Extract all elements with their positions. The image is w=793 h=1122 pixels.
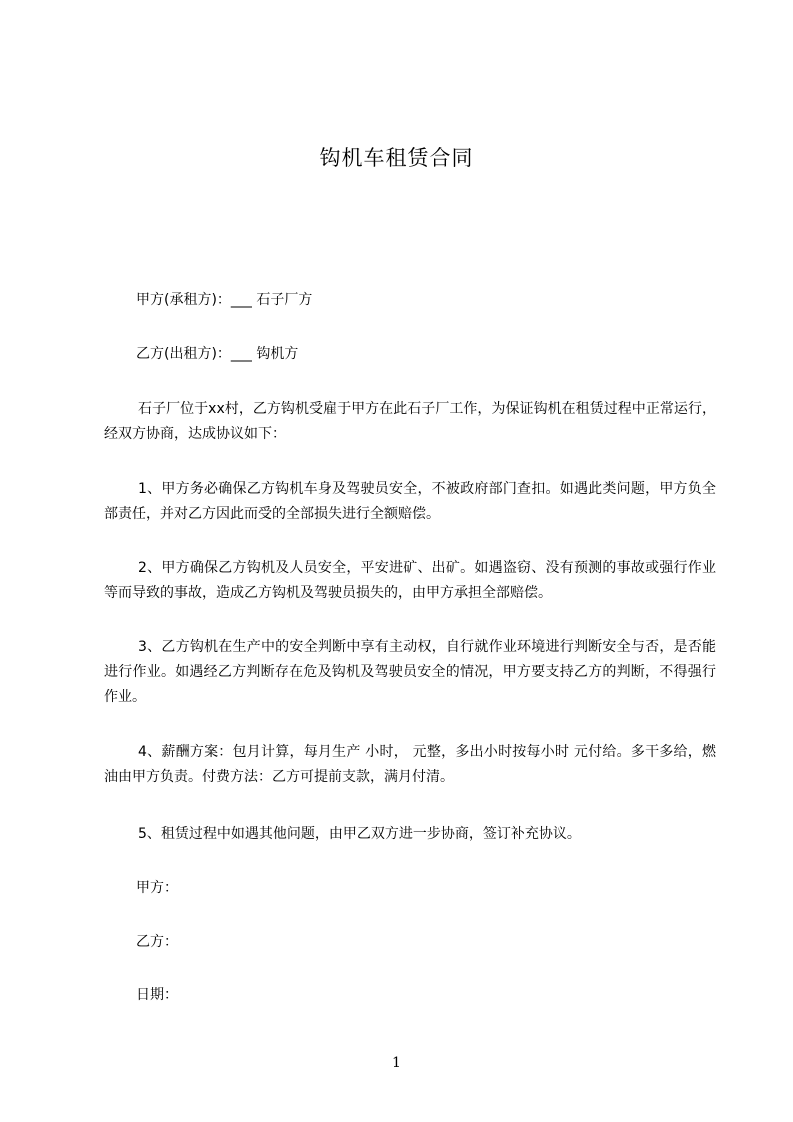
clause-3: 3、乙方钩机在生产中的安全判断中享有主动权，自行就作业环境进行判断安全与否，是否能进行作业。如遇经乙方判断存在危及钩机及驾驶员安全的情况，甲方要支持乙方的判断，不得强行作业。 [104, 639, 716, 705]
party-a-line: 甲方(承租方)：___ 石子厂方 [136, 292, 313, 308]
clause-5: 5、租赁过程中如遇其他问题，由甲乙双方进一步协商，签订补充协议。 [138, 826, 581, 842]
signature-date: 日期： [136, 987, 178, 1003]
signature-party-b: 乙方： [136, 934, 178, 950]
clause-4: 4、薪酬方案：包月计算，每月生产 小时， 元整，多出小时按每小时 元付给。多干多给，燃油由甲方负责。付费方法：乙方可提前支款，满月付清。 [104, 744, 716, 785]
document-title: 钩机车租赁合同 [319, 146, 474, 170]
party-b-line: 乙方(出租方)：___ 钩机方 [136, 346, 299, 362]
clause-2: 2、甲方确保乙方钩机及人员安全，平安进矿、出矿。如遇盗窃、没有预测的事故或强行作业等而导致的事故，造成乙方钩机及驾驶员损失的，由甲方承担全部赔偿。 [104, 560, 716, 601]
page-number: 1 [392, 1055, 401, 1071]
intro-paragraph: 石子厂位于xx村，乙方钩机受雇于甲方在此石子厂工作，为保证钩机在租赁过程中正常运行，经双方协商，达成协议如下： [104, 401, 716, 442]
clause-1: 1、甲方务必确保乙方钩机车身及驾驶员安全，不被政府部门查扣。如遇此类问题，甲方负全部责任，并对乙方因此而受的全部损失进行全额赔偿。 [104, 481, 716, 522]
signature-party-a: 甲方： [136, 880, 178, 896]
